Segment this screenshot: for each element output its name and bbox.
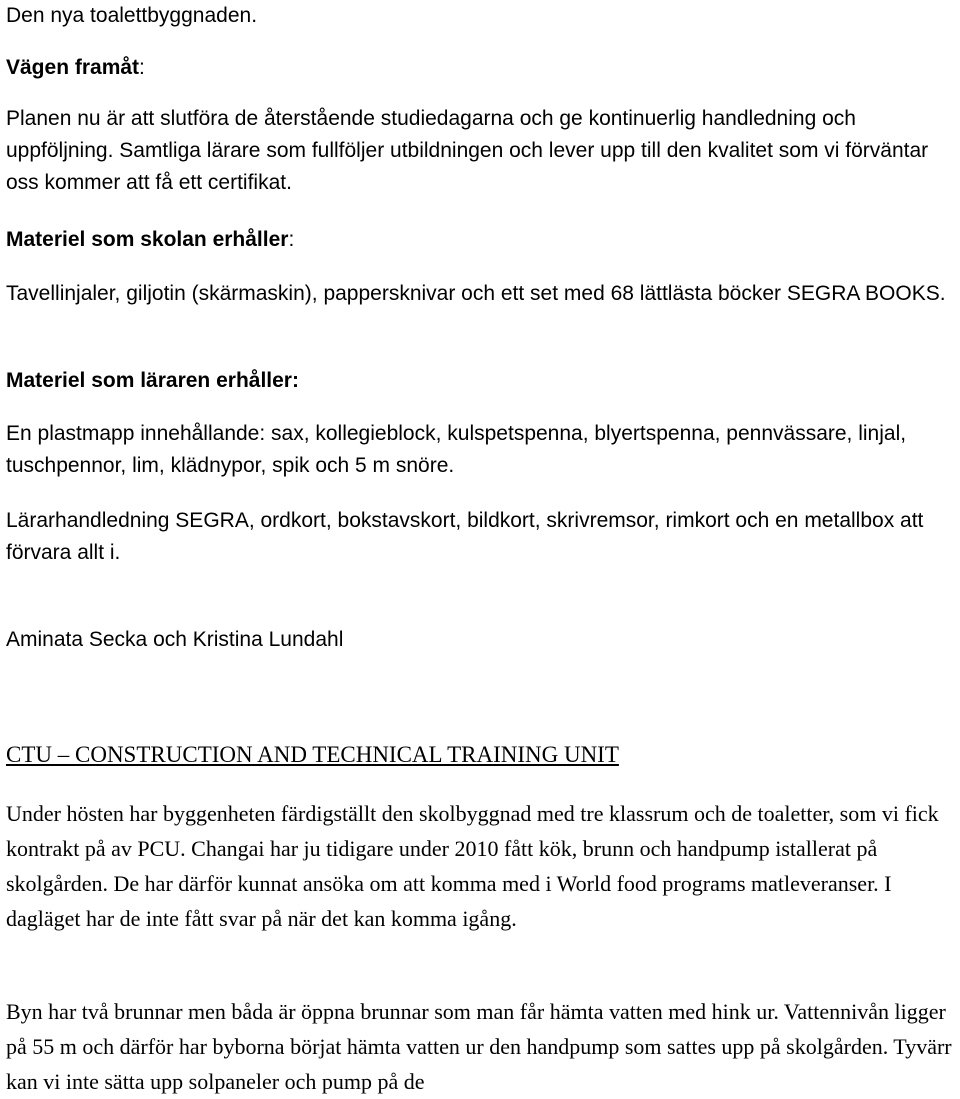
section-heading-teacher-materials: Materiel som läraren erhåller: xyxy=(6,369,299,392)
paragraph-way-forward: Planen nu är att slutföra de återstående studiedagarna och ge kontinuerlig handledning och uppföljning. Samtliga lärare som fullföljer utbildningen och lever upp till den kvalitet som vi förväntar oss kommer att få ett certifikat. xyxy=(6,107,929,194)
heading-colon: : xyxy=(139,56,145,79)
paragraph-teacher-materials-2: Lärarhandledning SEGRA, ordkort, bokstavskort, bildkort, skrivremsor, rimkort och en metallbox att förvara allt i. xyxy=(6,509,924,564)
paragraph-ctu-1: Under hösten har byggenheten färdigställt den skolbyggnad med tre klassrum och de toaletter, som vi fick kontrakt på av PCU. Changai har ju tidigare under 2010 fått kök, brunn och handpump istallerat på skolgården. De har därför kunnat ansöka om att komma med i World food programs matleveranser. I dagläget har de inte fått svar på när det kan komma igång. xyxy=(6,801,939,931)
authors-line: Aminata Secka och Kristina Lundahl xyxy=(6,628,344,651)
heading-text: Vägen framåt xyxy=(6,56,140,79)
paragraph-ctu-2: Byn har två brunnar men båda är öppna brunnar som man får hämta vatten med hink ur. Vattennivån ligger på 55 m och därför har byborna börjat hämta vatten ur den handpump som sattes upp på skolgården. Tyvärr kan vi inte sätta upp solpaneler och pump på de xyxy=(6,999,952,1094)
paragraph-teacher-materials-1: En plastmapp innehållande: sax, kollegieblock, kulspetspenna, blyertspenna, pennvässare, linjal, tuschpennor, lim, klädnypor, spik och 5 m snöre. xyxy=(6,422,907,477)
section-heading-school-materials xyxy=(6,224,954,256)
paragraph-school-materials: Tavellinjaler, giljotin (skärmaskin), pappersknivar och ett set med 68 lättlästa böcker SEGRA BOOKS. xyxy=(6,282,946,305)
intro-line: Den nya toalettbyggnaden. xyxy=(6,4,258,27)
heading-colon: : xyxy=(288,228,295,251)
section-heading-way-forward xyxy=(6,52,954,84)
heading-text: Materiel som skolan erhåller xyxy=(6,228,289,251)
section-heading-ctu: CTU – CONSTRUCTION AND TECHNICAL TRAINING UNIT xyxy=(6,742,619,767)
